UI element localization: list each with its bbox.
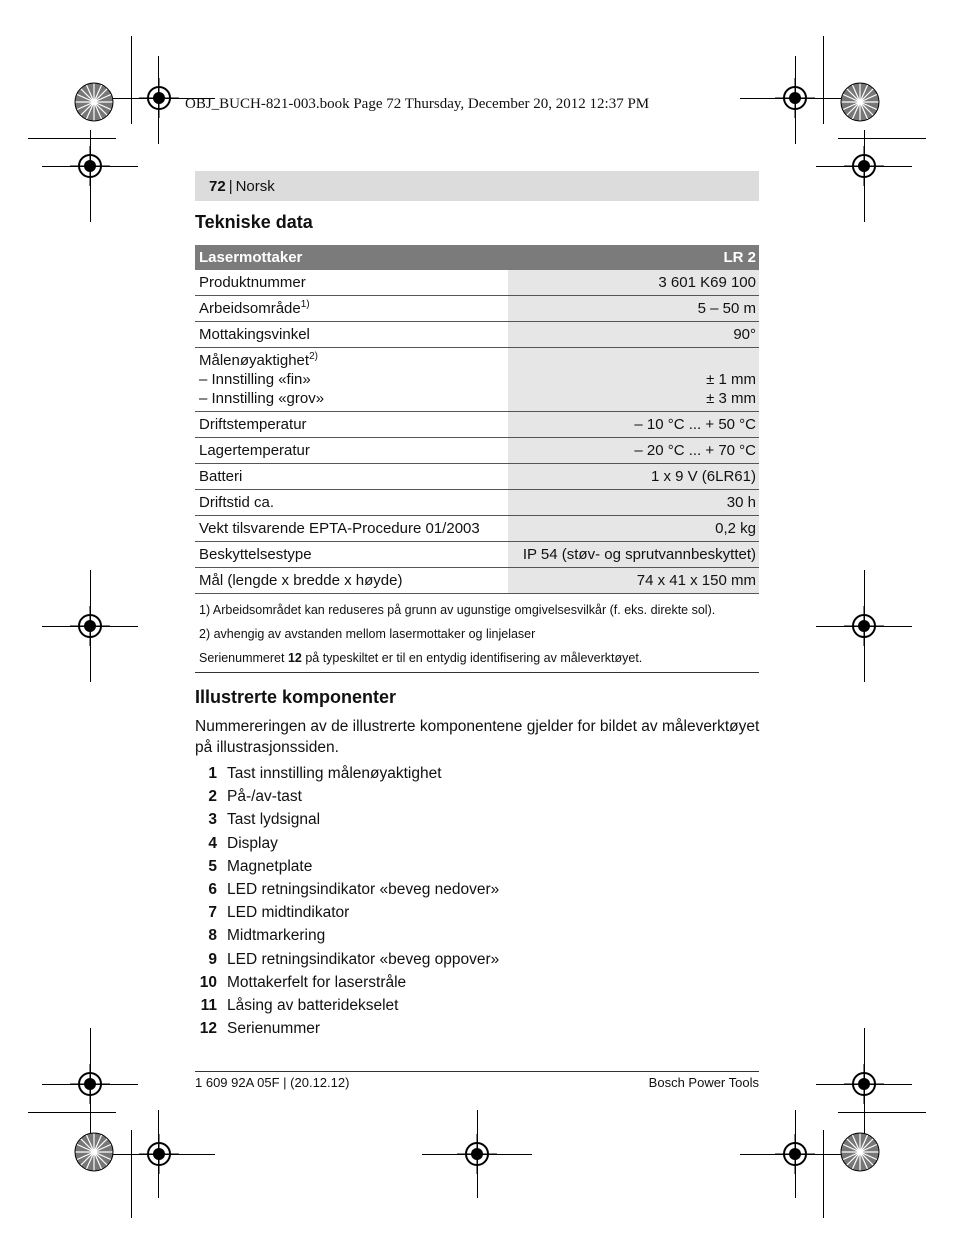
registration-target-icon: [775, 78, 815, 118]
table-row: [195, 348, 759, 412]
footer-doc-number: 1 609 92A 05F | (20.12.12): [195, 1075, 350, 1090]
row-label: Driftstemperatur: [195, 412, 508, 438]
item-number: 2: [208, 788, 217, 806]
registration-target-icon: [457, 1134, 497, 1174]
row-value: 5 – 50 m: [508, 296, 759, 322]
registration-target-icon: [139, 1134, 179, 1174]
list-item: [195, 901, 499, 924]
row-value: ± 3 mm: [706, 390, 756, 407]
item-number: 1: [208, 765, 217, 782]
section-title-components: Illustrerte komponenter: [195, 687, 397, 707]
row-label: Beskyttelsestype: [195, 542, 508, 568]
item-number: 3: [208, 811, 217, 829]
registration-target-icon: [70, 1064, 110, 1104]
item-text: LED retningsindikator «beveg oppover»: [227, 950, 500, 968]
footnote-ref: 1): [300, 299, 310, 310]
star-target-icon: [840, 82, 880, 122]
serial-note-text: på typeskiltet er til en entydig identifisering av måleverktøyet.: [301, 651, 643, 665]
section-title-tech-data: Tekniske data: [195, 212, 313, 232]
star-target-icon: [74, 82, 114, 122]
table-row: [195, 322, 759, 348]
crop-line: [823, 1130, 824, 1218]
row-label: Vekt tilsvarende EPTA-Procedure 01/2003: [195, 516, 508, 542]
item-text: På-/av-tast: [227, 788, 302, 806]
row-value-cell: [508, 348, 759, 412]
star-target-icon: [840, 1132, 880, 1172]
item-number: 6: [208, 880, 217, 898]
item-text: Mottakerfelt for laserstråle: [227, 973, 407, 991]
list-item: [195, 994, 499, 1017]
footer-divider: [195, 1071, 759, 1072]
item-number: 5: [208, 857, 217, 875]
list-item: [195, 1017, 499, 1040]
list-item: [195, 762, 499, 785]
footer-brand: Bosch Power Tools: [648, 1075, 759, 1090]
language-label: Norsk: [235, 177, 275, 195]
row-value: 3 601 K69 100: [508, 270, 759, 296]
item-text: Låsing av batteridekselet: [227, 996, 399, 1014]
item-text: Tast innstilling målenøyaktighet: [227, 765, 442, 782]
serial-note-number: 12: [287, 651, 302, 665]
row-value: ± 1 mm: [706, 371, 756, 388]
crop-line: [28, 1112, 116, 1113]
table-row: [195, 270, 759, 296]
item-text: Tast lydsignal: [227, 811, 321, 829]
item-text: Serienummer: [227, 1020, 321, 1038]
row-sublabel: – Innstilling «fin»: [199, 371, 311, 388]
table-header-row: [195, 245, 759, 270]
footnote-1: 1) Arbeidsområdet kan reduseres på grunn av ugunstige omgivelsesvilkår (f. eks. direkte sol).: [199, 603, 716, 617]
list-item: [195, 878, 499, 901]
row-label: Arbeidsområde: [199, 300, 301, 317]
list-item: [195, 971, 499, 994]
table-row: [195, 464, 759, 490]
row-label: Mål (lengde x bredde x høyde): [195, 568, 508, 594]
item-text: Display: [227, 834, 278, 852]
footnote-2: 2) avhengig av avstanden mellom lasermottaker og linjelaser: [199, 627, 536, 641]
crop-line: [131, 36, 132, 124]
crop-line: [131, 1130, 132, 1218]
list-item: [195, 832, 499, 855]
item-number: 11: [200, 996, 217, 1014]
row-label-cell: [195, 348, 508, 412]
row-sublabel: – Innstilling «grov»: [199, 390, 325, 407]
list-item: [195, 855, 499, 878]
list-item: [195, 924, 499, 947]
crop-line: [823, 36, 824, 124]
item-number: 9: [208, 950, 217, 968]
item-number: 4: [208, 834, 217, 852]
registration-target-icon: [139, 78, 179, 118]
item-number: 7: [208, 904, 217, 922]
registration-target-icon: [775, 1134, 815, 1174]
registration-target-icon: [844, 146, 884, 186]
row-value: 1 x 9 V (6LR61): [508, 464, 759, 490]
crop-line: [838, 138, 926, 139]
serial-note: [195, 648, 759, 672]
row-value: 0,2 kg: [508, 516, 759, 542]
table-header-model: LR 2: [508, 245, 759, 270]
star-target-icon: [74, 1132, 114, 1172]
registration-target-icon: [70, 606, 110, 646]
table-row: [195, 412, 759, 438]
row-label: Mottakingsvinkel: [195, 322, 508, 348]
page-header: [195, 171, 759, 201]
table-row: [195, 438, 759, 464]
row-label: Driftstid ca.: [195, 490, 508, 516]
row-label: Batteri: [195, 464, 508, 490]
spec-table: [195, 245, 759, 594]
list-item: [195, 808, 499, 831]
serial-note-text: Serienummeret: [199, 651, 288, 665]
footnote-ref: 2): [309, 351, 318, 362]
crop-line: [838, 1112, 926, 1113]
item-text: Midtmarkering: [227, 927, 326, 945]
list-item: [195, 785, 499, 808]
crop-line: [28, 138, 116, 139]
item-number: 12: [199, 1020, 217, 1038]
row-value: – 10 °C ... + 50 °C: [508, 412, 759, 438]
list-item: [195, 948, 499, 971]
row-label-cell: [195, 296, 508, 322]
table-row: [195, 542, 759, 568]
registration-target-icon: [844, 606, 884, 646]
row-value: 90°: [508, 322, 759, 348]
item-text: LED retningsindikator «beveg nedover»: [227, 880, 500, 898]
row-value: IP 54 (støv- og sprutvannbeskyttet): [508, 542, 759, 568]
registration-target-icon: [844, 1064, 884, 1104]
row-label: Målenøyaktighet: [199, 352, 310, 369]
table-footnotes: [195, 600, 759, 673]
table-row: [195, 568, 759, 594]
row-value: 30 h: [508, 490, 759, 516]
row-label: Produktnummer: [195, 270, 508, 296]
row-value: – 20 °C ... + 70 °C: [508, 438, 759, 464]
table-header-product: Lasermottaker: [195, 245, 508, 270]
print-slug: OBJ_BUCH-821-003.book Page 72 Thursday, December 20, 2012 12:37 PM: [185, 96, 650, 112]
registration-target-icon: [70, 146, 110, 186]
page-number: 72: [209, 177, 226, 195]
row-value: 74 x 41 x 150 mm: [508, 568, 759, 594]
row-label: Lagertemperatur: [195, 438, 508, 464]
table-row: [195, 296, 759, 322]
components-intro: Nummereringen av de illustrerte komponentene gjelder for bildet av måleverktøyet på illustrasjonssiden.: [195, 718, 760, 756]
header-separator: |: [228, 177, 233, 195]
table-row: [195, 516, 759, 542]
components-list: [195, 762, 499, 1040]
item-text: LED midtindikator: [227, 904, 350, 922]
item-text: Magnetplate: [227, 857, 313, 875]
item-number: 10: [199, 973, 217, 991]
table-row: [195, 490, 759, 516]
item-number: 8: [208, 927, 217, 945]
